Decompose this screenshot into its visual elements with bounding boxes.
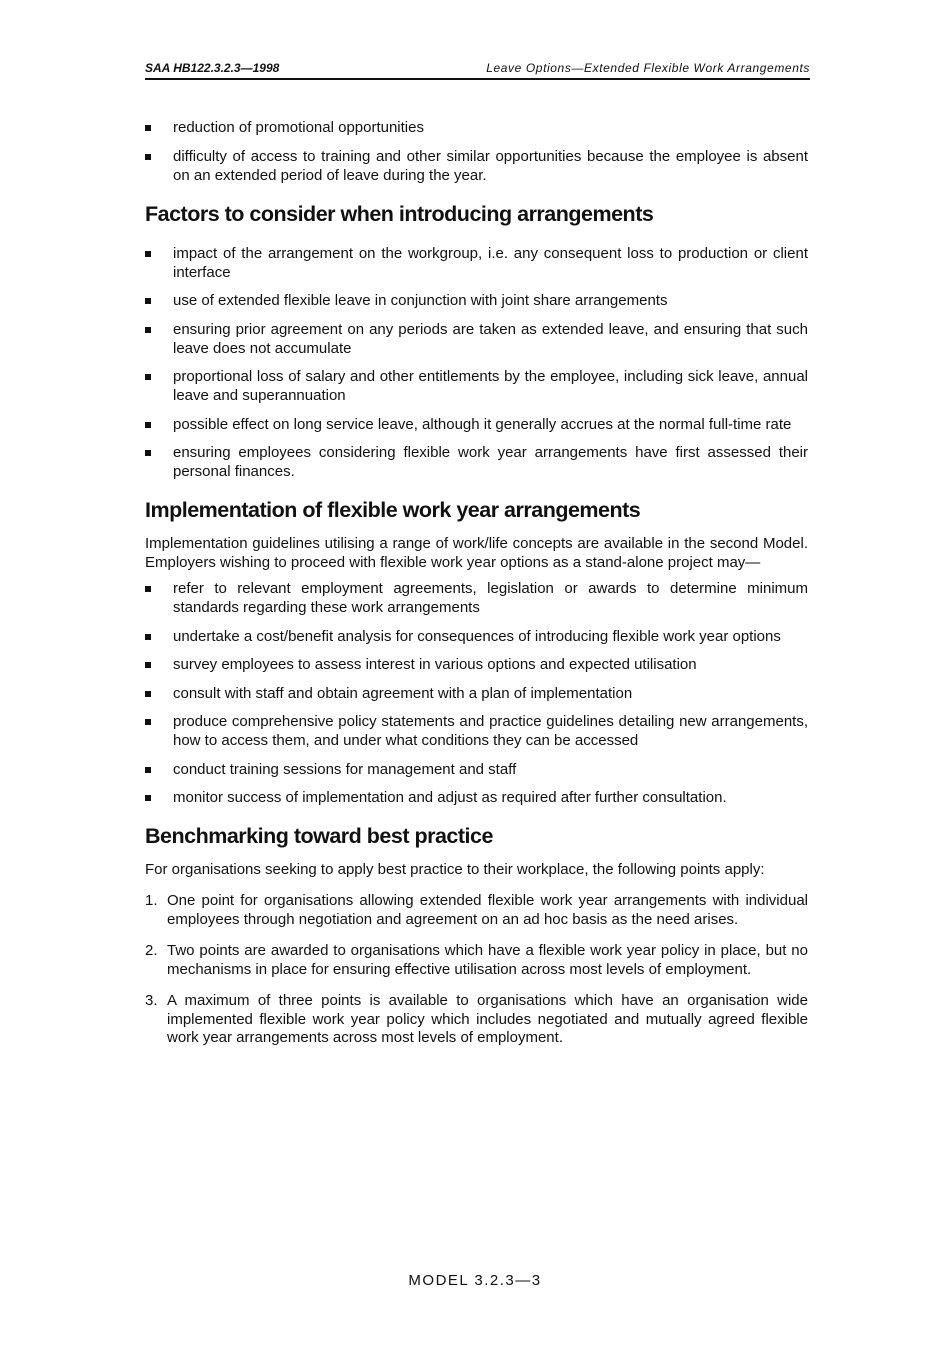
square-bullet-icon [145,662,151,668]
list-item: monitor success of implementation and adjust as required after further consultation. [145,788,808,807]
item-number: 3. [145,992,158,1009]
section-heading-implementation: Implementation of flexible work year arrangements [145,498,641,522]
square-bullet-icon [145,125,151,131]
page-footer: MODEL 3.2.3—3 [408,1272,542,1289]
page-content [145,118,808,1061]
list-item: impact of the arrangement on the workgroup, i.e. any consequent loss to production or client interface [145,244,808,282]
list-item: undertake a cost/benefit analysis for consequences of introducing flexible work year options [145,627,808,646]
square-bullet-icon [145,154,151,160]
list-item: ensuring employees considering flexible work year arrangements have first assessed their personal finances. [145,443,808,481]
list-item: 3. A maximum of three points is available to organisations which have an organisation wide implemented flexible work year policy which includes negotiated and mutually agreed flexible work year arrangements across most levels of employment. [145,992,808,1046]
list-item: proportional loss of salary and other entitlements by the employee, including sick leave, annual leave and superannuation [145,367,808,405]
list-item: 1. One point for organisations allowing extended flexible work year arrangements with individual employees through negotiation and agreement on an ad hoc basis as the need arises. [145,892,808,928]
list-item: possible effect on long service leave, although it generally accrues at the normal full-time rate [145,415,808,434]
square-bullet-icon [145,586,151,592]
list-item: 2. Two points are awarded to organisations which have a flexible work year policy in place, but no mechanisms in place for ensuring effective utilisation across most levels of employment. [145,942,808,978]
square-bullet-icon [145,422,151,428]
list-item: consult with staff and obtain agreement with a plan of implementation [145,684,808,703]
implementation-bullet-list [145,579,808,807]
square-bullet-icon [145,691,151,697]
factors-bullet-list [145,244,808,482]
list-item: produce comprehensive policy statements and practice guidelines detailing new arrangements, how to access them, and under what conditions they can be accessed [145,712,808,750]
square-bullet-icon [145,719,151,725]
list-item: ensuring prior agreement on any periods are taken as extended leave, and ensuring that such leave does not accumulate [145,320,808,358]
benchmarking-intro: For organisations seeking to apply best practice to their workplace, the following points apply: [145,861,765,878]
item-number: 2. [145,942,158,959]
implementation-intro: Implementation guidelines utilising a range of work/life concepts are available in the second Model. Employers wishing to proceed with flexible work year options as a stand-alone project may— [145,535,808,571]
square-bullet-icon [145,450,151,456]
page-header [145,61,810,80]
square-bullet-icon [145,634,151,640]
benchmarking-numbered-list [145,892,808,1048]
list-item: reduction of promotional opportunities [145,118,808,137]
list-item: difficulty of access to training and other similar opportunities because the employee is absent on an extended period of leave during the year. [145,147,808,185]
list-item: conduct training sessions for management and staff [145,760,808,779]
square-bullet-icon [145,767,151,773]
intro-bullet-list [145,118,808,185]
list-item: refer to relevant employment agreements, legislation or awards to determine minimum standards regarding these work arrangements [145,579,808,617]
square-bullet-icon [145,374,151,380]
list-item: survey employees to assess interest in various options and expected utilisation [145,655,808,674]
document-id: SAA HB122.3.2.3—1998 [145,61,280,75]
square-bullet-icon [145,251,151,257]
section-heading-benchmarking: Benchmarking toward best practice [145,824,493,848]
section-heading-factors: Factors to consider when introducing arrangements [145,201,654,226]
list-item: use of extended flexible leave in conjunction with joint share arrangements [145,291,808,310]
running-title: Leave Options—Extended Flexible Work Arrangements [486,61,810,75]
square-bullet-icon [145,327,151,333]
square-bullet-icon [145,795,151,801]
square-bullet-icon [145,298,151,304]
item-number: 1. [145,892,158,909]
